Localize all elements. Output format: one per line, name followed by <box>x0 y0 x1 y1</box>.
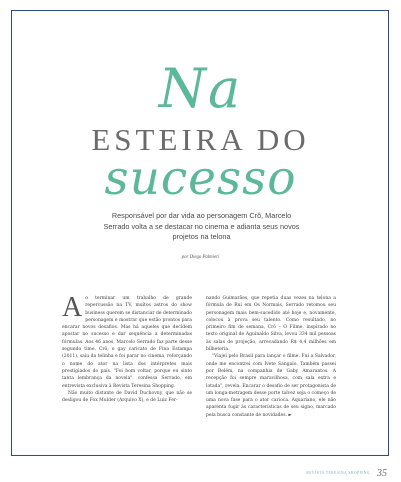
byline: por Diego Palmieri <box>181 255 220 260</box>
drop-cap: A <box>62 292 83 323</box>
title-line-sucesso: sucesso <box>104 151 297 206</box>
article-paragraph: nando Guimarães, que repetia duas vezes na telona a fórmula de Rui em Os Normais, Serrado retomou seu personagem mais bem-sucedido até hoje e, novamente, colocou à prova seu talento. Como resultado, no primeiro fim de semana, Crô – O Filme, inspirado no texto original de Aguinaldo Silva, levou 334 mil pessoas às salas de projeção, arrecadando R$ 4,4 milhões em bilheteria. <box>206 296 336 353</box>
page-number: 35 <box>377 467 387 479</box>
title-line-na: Na <box>158 57 243 120</box>
article-subtitle: Responsável por dar vida ao personagem Crô, Marcelo Serrado volta a se destacar no cinema e adianta seus novos projetos na telona <box>103 211 300 241</box>
article-column-left <box>62 292 192 404</box>
article-paragraph: "Viajei pelo Brasil para lançar o filme. Fui a Salvador, onde me encontrei com Ivete Sangalo. Também passei por Belém, na companhia de Gaby Amarantos. A recepção foi sempre maravilhosa, com sala extra e lotada", revela. Encarar o desafio de ser protagonista de um longa-metragem desse porte talvez seja o começo de uma nova fase para o ator carioca. Aquariano, ele não aparenta fugir às características de seu signo, marcado pela busca constante de novidades. ► <box>206 354 336 418</box>
article-column-right <box>206 295 336 419</box>
title-line-esteira: ESTEIRA DO <box>91 122 310 157</box>
page-footer <box>306 464 387 482</box>
article-paragraph: Não muito distante de David Duchovny, que não se desligou de Fox Mulder (Arquivo X), e de Luiz Fer- <box>62 390 192 404</box>
article-paragraph: o terminar um trabalho de grande repercussão na TV, muitos astros do show business querem se distanciar de determinado personagem e mostrar que estão prontos para encarar novos desafios. Mas há aqueles que decidem apostar no sucesso e dar sequência a determinadas fórmulas. Aos 46 anos, Marcelo Serrado faz parte desse segundo time. Crô, o gay caricato de Fina Estampa (2011), saiu da telinha e foi parar no cinema, reforçando o nome do ator na lista dos intérpretes mais prestigiados do país. "Foi bom voltar, porque eu sinto tanta lembrança da novela", confessa Serrado, em entrevista exclusiva à Revista Teresina Shopping. <box>62 296 192 389</box>
magazine-name: REVISTA TERESINA SHOPPING <box>306 471 370 476</box>
